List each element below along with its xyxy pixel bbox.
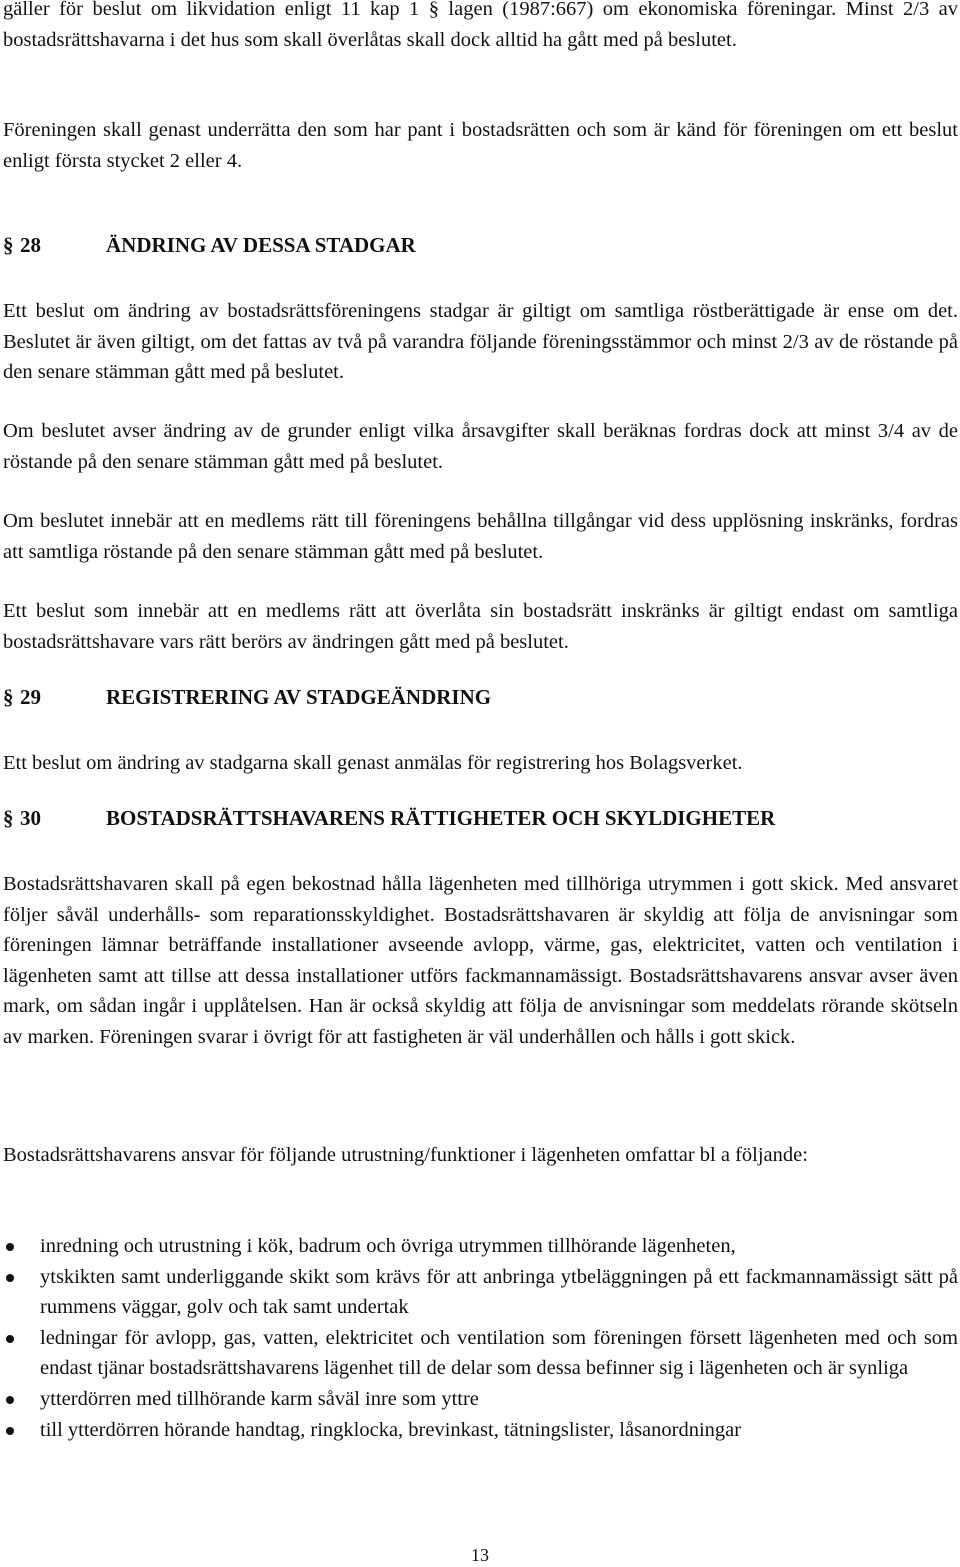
section-number: 29 [20, 685, 41, 709]
paragraph-registration: Ett beslut om ändring av stadgarna skall genast anmälas för registrering hos Bolagsverket. [3, 752, 743, 774]
section-number: 28 [20, 233, 41, 257]
section-heading-30 [3, 803, 775, 833]
paragraph-dissolution-rights: Om beslutet innebär att en medlems rätt till föreningens behållna tillgångar vid dess upplösning inskränks, fordras att samtliga röstande på den senare stämman gått med på beslutet. [3, 510, 958, 563]
paragraph-amendment-validity: Ett beslut om ändring av bostadsrättsföreningens stadgar är giltigt om samtliga röstberättigade är ense om det. Beslutet är även giltigt, om det fattas av två på varandra följande föreningsstämmor och minst 2/3 av de röstande på den senare stämman gått med på beslutet. [3, 300, 958, 384]
section-number: 30 [20, 806, 41, 830]
list-item-text: ytskikten samt underliggande skikt som krävs för att anbringa ytbeläggningen på ett fackmannamässigt sätt på rummens väggar, golv och tak samt undertak [40, 1265, 958, 1319]
section-title: REGISTRERING AV STADGEÄNDRING [106, 685, 492, 709]
list-item-text: inredning och utrustning i kök, badrum och övriga utrymmen tillhörande lägenheten, [40, 1235, 736, 1257]
section-title: ÄNDRING AV DESSA STADGAR [106, 233, 416, 257]
list-item-text: ytterdörren med tillhörande karm såväl inre som yttre [40, 1387, 479, 1410]
bullet-icon [6, 1335, 14, 1343]
paragraph-transfer-rights: Ett beslut som innebär att en medlems rätt att överlåta sin bostadsrätt inskränks är giltigt endast om samtliga bostadsrättshavare vars rätt berörs av ändringen gått med på beslutet. [3, 600, 958, 653]
section-title: BOSTADSRÄTTSHAVARENS RÄTTIGHETER OCH SKYLDIGHETER [106, 806, 776, 830]
list-item [0, 1323, 958, 1384]
list-item [0, 1384, 958, 1415]
bullet-icon [6, 1243, 14, 1251]
bullet-icon [6, 1274, 14, 1282]
page-number: 13 [471, 1545, 489, 1565]
list-item [0, 1262, 958, 1323]
bullet-icon [6, 1396, 14, 1404]
paragraph-annual-fee-basis: Om beslutet avser ändring av de grunder enligt vilka årsavgifter skall beräknas fordras dock att minst 3/4 av de röstande på den senare stämman gått med på beslutet. [3, 420, 958, 473]
list-item-text: till ytterdörren hörande handtag, ringklocka, brevinkast, tätningslister, låsanordningar [40, 1418, 742, 1441]
paragraph-responsibility-intro: Bostadsrättshavarens ansvar för följande utrustning/funktioner i lägenheten omfattar bl a följande: [3, 1144, 808, 1166]
list-item-text: ledningar för avlopp, gas, vatten, elektricitet och ventilation som föreningen försett lägenheten med och som endast tjänar bostadsrättshavarens lägenhet till de delar som dessa befinner sig i lägenheten och är synliga [40, 1326, 958, 1380]
paragraph-liquidation: gäller för beslut om likvidation enligt 11 kap 1 § lagen (1987:667) om ekonomiska föreningar. Minst 2/3 av bostadsrättshavarna i det hus som skall överlåtas skall dock alltid ha gått med på beslutet. [3, 0, 958, 51]
paragraph-maintenance-duty: Bostadsrättshavaren skall på egen bekostnad hålla lägenheten med tillhöriga utrymmen i gott skick. Med ansvaret följer såväl underhålls- som reparationsskyldighet. Bostadsrättshavaren är skyldig att följa de anvisningar som föreningen lämnar beträffande installationer avseende avlopp, värme, gas, elektricitet, vatten och ventilation i lägenheten samt att tillse att dessa installationer utförs fackmannamässigt. Bostadsrättshavarens ansvar avser även mark, om sådan ingår i upplåtelsen. Han är också skyldig att följa de anvisningar som meddelats rörande skötseln av marken. Föreningen svarar i övrigt för att fastigheten är väl underhållen och hålls i gott skick. [3, 873, 958, 1048]
section-symbol: § [3, 806, 14, 830]
section-symbol: § [3, 685, 14, 709]
section-symbol: § [3, 233, 14, 257]
bullet-icon [6, 1427, 14, 1435]
section-heading-29 [3, 682, 491, 712]
section-heading-28 [3, 230, 416, 260]
list-item [0, 1231, 958, 1262]
responsibility-list [0, 1231, 958, 1445]
paragraph-notify-pledgee: Föreningen skall genast underrätta den som har pant i bostadsrätten och som är känd för föreningen om ett beslut enligt första stycket 2 eller 4. [3, 119, 958, 172]
list-item [0, 1415, 958, 1446]
